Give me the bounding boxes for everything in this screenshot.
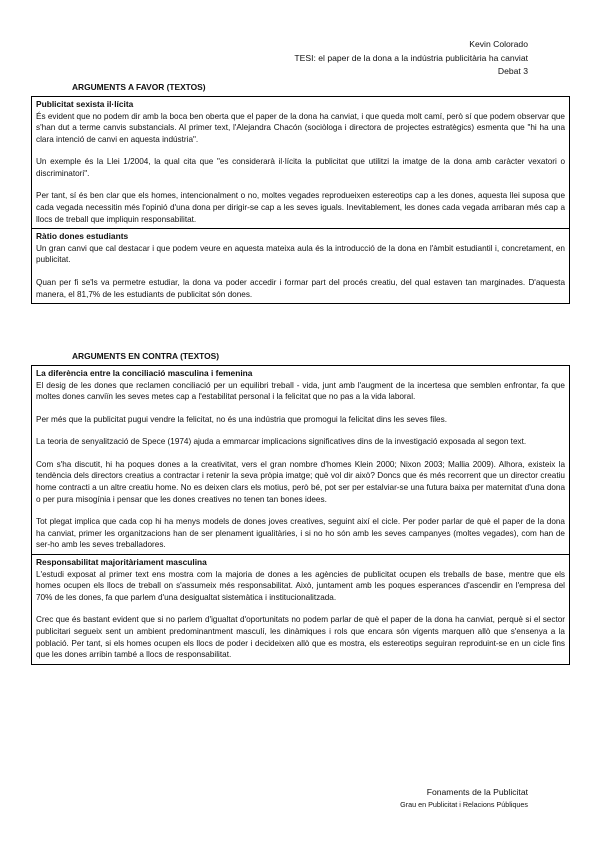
argument-paragraph: La teoria de senyalització de Spece (1974) ajuda a emmarcar implicacions significatives dins de la investigació exposada al segon text. <box>36 437 527 447</box>
argument-title: Publicitat sexista il·lícita <box>36 99 134 109</box>
argument-paragraph: Crec que és bastant evident que si no parlem d'igualtat d'oportunitats no podem parlar de què el paper de la dona ha canviat, perquè si el sector publicitari segueix sent un ambient predominantment masculí, les dinàmiques i rols que encara són vigents marquen allò que s'ensenya a la població. Per tant, si els homes ocupen els llocs de poder i decideixen allò que es mostra, els estereotips seguiran reproduint-se en un cicle fins que les dones arribin també a llocs de responsabilitat. <box>36 615 565 660</box>
favor-section-title: ARGUMENTS A FAVOR (TEXTOS) <box>72 82 206 92</box>
argument-block <box>32 554 569 664</box>
argument-paragraph: Un exemple és la Llei 1/2004, la qual cita que "es considerarà il·lícita la publicitat que utilitzi la imatge de la dona amb caràcter vexatori o discriminatori". <box>36 157 565 178</box>
thesis-statement: TESI: el paper de la dona a la indústria publicitària ha canviat <box>294 52 528 63</box>
argument-paragraph: Un gran canvi que cal destacar i que podem veure en aquesta mateixa aula és la introducció de la dona en l'àmbit estudiantil i, concretament, en publicitat. <box>36 243 565 265</box>
course-subject: Fonaments de la Publicitat <box>426 787 528 797</box>
argument-title: Ràtio dones estudiants <box>36 231 129 242</box>
argument-title: La diferència entre la conciliació masculina i femenina <box>36 368 253 378</box>
degree-name: Grau en Publicitat i Relacions Públiques <box>400 800 528 809</box>
contra-arguments-box <box>31 365 570 665</box>
argument-block <box>32 366 569 554</box>
argument-paragraph: Quan per fi se'ls va permetre estudiar, la dona va poder accedir i formar part del procés creatiu, del qual estaven tan marginades. D'aquesta manera, el 81,7% de les estudiants de publicitat són dones. <box>36 277 565 299</box>
argument-paragraph: Com s'ha discutit, hi ha poques dones a la creativitat, vers el gran nombre d'homes Klein 2000; Nixon 2003; Mallia 2009). Alhora, existeix la tendència dels directors creatius a contractar i retenir la seva pròpia imatge; què vol dir això? Doncs que és més recorrent que un director creatiu home contracti a un altre creatiu home. No es deixen clars els motius, però bé, pot ser per estalviar-se una futura baixa per maternitat d'una dona o per pura misogínia i pensar que les dones creatives no tenen tan bones idees. <box>36 459 565 504</box>
argument-paragraph: Per més que la publicitat pugui vendre la felicitat, no és una indústria que promogui la felicitat dins les seves files. <box>36 414 447 424</box>
author-name: Kevin Colorado <box>469 39 528 49</box>
favor-arguments-box <box>31 96 570 304</box>
argument-paragraph: Per tant, sí és ben clar que els homes, intencionalment o no, moltes vegades reprodueixen estereotips cap a les dones, aquesta llei suposa que cada vegada necessitin més l'opinió d'una dona per dirigir-se cap a les seves iguals. Inevitablement, les dones cada vegada arribaran més cap a llocs de treball que impliquin responsabilitat. <box>36 191 565 224</box>
argument-paragraph: L'estudi exposat al primer text ens mostra com la majoria de dones a les agències de publicitat ocupen els treballs de base, mentre que els homes ocupen els llocs de treball on s'assumeix més responsabilitat. Això, juntament amb les poques esperances d'ascendir en l'empresa del 70% de les dones, fa que parlem d'una desigualtat sistemàtica i institucionalitzada. <box>36 569 565 602</box>
argument-paragraph: Tot plegat implica que cada cop hi ha menys models de dones joves creatives, seguint així el cicle. Per poder parlar de què el paper de la dona ha canviat, primer les organitzacions han de ser plenament igualitàries, i si no ho són amb les seves campanyes (moltes vegades), com han de ser-ho amb les seves treballadores. <box>36 517 565 550</box>
document-header <box>294 38 528 79</box>
argument-block <box>32 228 569 303</box>
debate-number: Debat 3 <box>497 66 528 76</box>
argument-title: Responsabilitat majoritàriament masculina <box>36 557 207 568</box>
contra-section-title: ARGUMENTS EN CONTRA (TEXTOS) <box>72 351 220 361</box>
argument-paragraph: És evident que no podem dir amb la boca ben oberta que el paper de la dona ha canviat, i que queda molt camí, però sí que podem observar que s'han dut a terme canvis substancials. Al primer text, l'Alejandra Chacón (sociòloga i directora de projectes estratègics) esmenta que "hi ha una clara intenció de canvi en aquesta indústria". <box>36 111 565 144</box>
document-footer <box>400 786 528 810</box>
argument-paragraph: El desig de les dones que reclamen conciliació per un equilibri treball - vida, junt amb l'augment de la incertesa que semblen enfrontar, fa que moltes dones canviïn les seves metes cap a l'estabilitat personal i la felicitat que no pas a la vida laboral. <box>36 380 565 402</box>
argument-block <box>32 97 569 228</box>
